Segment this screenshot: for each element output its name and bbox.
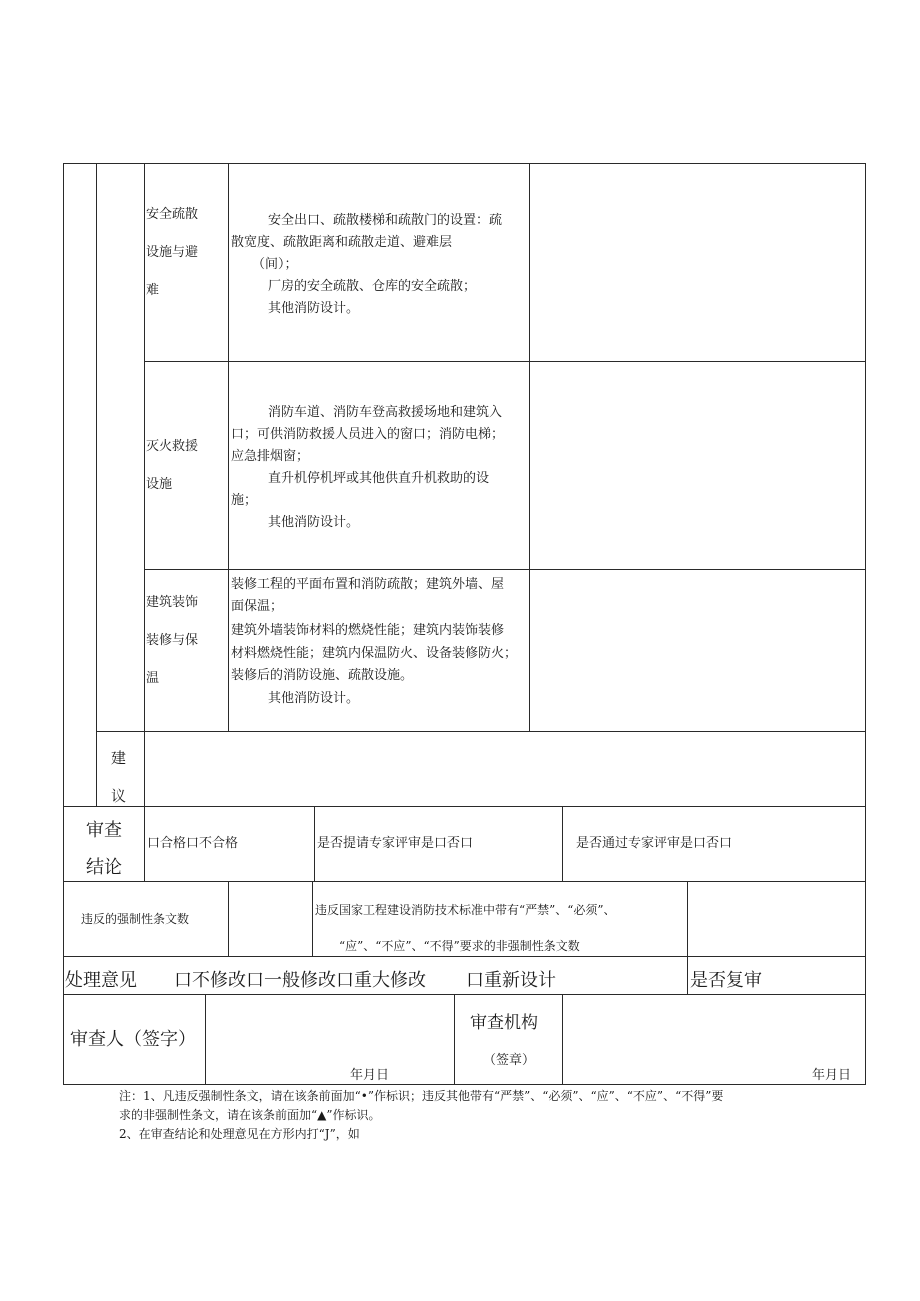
- note-line-3: 2、在审查结论和处理意见在方形内打“J”，如: [119, 1127, 360, 1141]
- nonmandatory-violations-count[interactable]: [688, 882, 865, 956]
- decoration-label-3: 温: [146, 671, 160, 686]
- recheck-label: 是否复审: [690, 970, 762, 991]
- expert-request-checkboxes[interactable]: 是否提请专家评审是口否口: [317, 836, 474, 851]
- mandatory-violations-label: 违反的强制性条文数: [81, 912, 190, 926]
- evacuation-content-1: 安全出口、疏散楼梯和疏散门的设置：疏: [268, 213, 503, 228]
- rescue-label-2: 设施: [146, 477, 173, 492]
- qualify-checkboxes[interactable]: 口合格口不合格: [147, 836, 239, 851]
- evacuation-content-4: 厂房的安全疏散、仓库的安全疏散；: [268, 279, 477, 294]
- decoration-content-3: 建筑外墙装饰材料的燃烧性能；建筑内装饰装修: [231, 623, 505, 638]
- rescue-content-3: 应急排烟窗；: [231, 449, 310, 464]
- evacuation-label-1: 安全疏散: [146, 207, 199, 222]
- rescue-content-6: 其他消防设计。: [268, 515, 360, 530]
- suggestion-label-1: 建: [111, 749, 127, 767]
- rescue-content-5: 施；: [231, 493, 258, 508]
- note-line-1: 注：1、凡违反强制性条文，请在该条前面加“•”作标识；违反其他带有“严禁”、“必须”、“应”、“不应”、“不得”要: [119, 1089, 724, 1103]
- rescue-content-2: 口；可供消防救援人员进入的窗口；消防电梯；: [231, 427, 505, 442]
- reviewer-date: 年月日: [350, 1068, 390, 1083]
- nonmandatory-label-2: “应”、“不应”、“不得”要求的非强制性条文数: [339, 939, 580, 953]
- evacuation-content-2: 散宽度、疏散距离和疏散走道、避难层: [231, 235, 453, 250]
- decoration-content-2: 面保温；: [231, 599, 284, 614]
- evacuation-label-2: 设施与避: [146, 245, 199, 260]
- reviewer-label: 审查人（签字）: [70, 1029, 196, 1050]
- redesign-option[interactable]: 口重新设计: [466, 970, 556, 991]
- org-seal-field[interactable]: [563, 995, 865, 1065]
- mandatory-violations-count[interactable]: [229, 882, 312, 956]
- reviewer-signature-field[interactable]: [206, 995, 454, 1065]
- decoration-content-6: 其他消防设计。: [268, 691, 360, 706]
- org-label: 审查机构: [470, 1013, 538, 1033]
- rescue-content-1: 消防车道、消防车登高救援场地和建筑入: [268, 405, 503, 420]
- conclusion-label-2: 结论: [86, 857, 122, 878]
- rescue-label-1: 灭火救援: [146, 439, 199, 454]
- nonmandatory-label-1: 违反国家工程建设消防技术标准中带有“严禁”、“必须”、: [315, 903, 616, 917]
- decoration-content-1: 装修工程的平面布置和消防疏散；建筑外墙、屋: [231, 577, 505, 592]
- decoration-label-1: 建筑装饰: [146, 595, 199, 610]
- note-line-2: 求的非强制性条文，请在该条前面加“▲”作标识。: [119, 1108, 381, 1122]
- expert-pass-checkboxes[interactable]: 是否通过专家评审是口否口: [576, 836, 733, 851]
- decoration-content-4: 材料燃烧性能；建筑内保温防火、设备装修防火；: [231, 646, 518, 661]
- rescue-content-4: 直升机停机坪或其他供直升机救助的设: [268, 471, 490, 486]
- evacuation-content-3: （间）；: [252, 257, 298, 272]
- conclusion-label-1: 审查: [86, 820, 122, 841]
- handling-options[interactable]: 口不修改口一般修改口重大修改: [174, 970, 426, 991]
- decoration-content-5: 装修后的消防设施、疏散设施。: [231, 668, 414, 683]
- seal-label: （签章）: [483, 1053, 536, 1068]
- decoration-label-2: 装修与保: [146, 633, 199, 648]
- suggestion-field[interactable]: [145, 732, 865, 806]
- org-date: 年月日: [812, 1068, 852, 1083]
- suggestion-label-2: 议: [111, 787, 127, 805]
- handling-label: 处理意见: [65, 970, 137, 991]
- evacuation-label-3: 难: [146, 283, 160, 298]
- evacuation-content-5: 其他消防设计。: [268, 301, 360, 316]
